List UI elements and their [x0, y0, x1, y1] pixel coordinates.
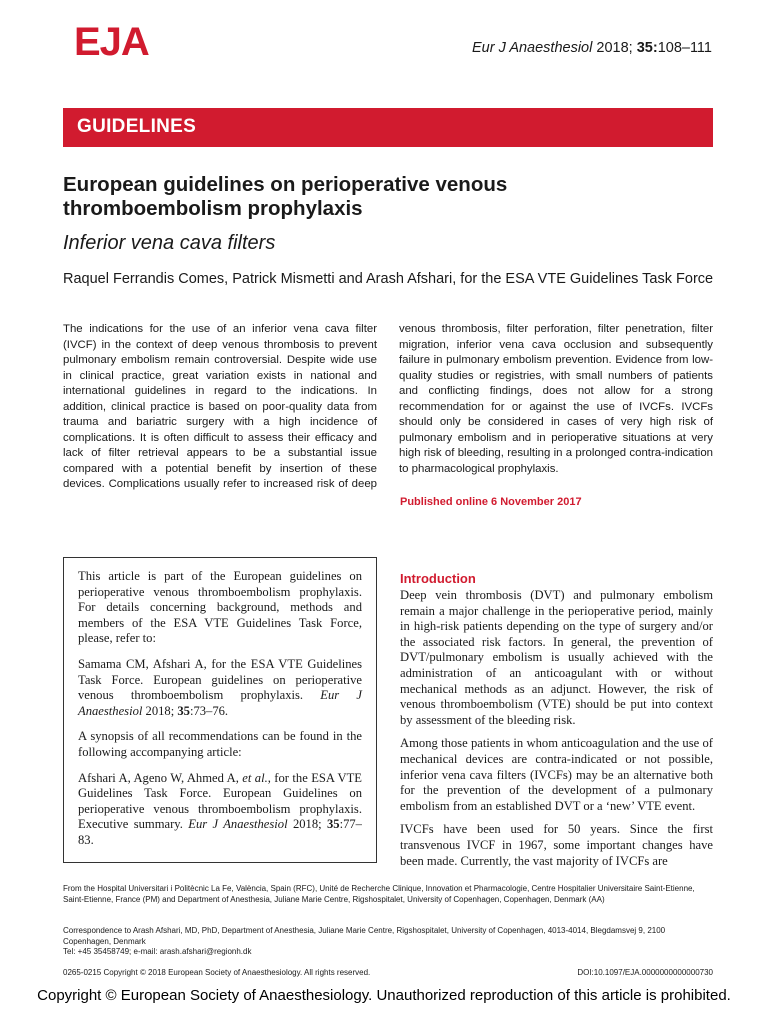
footnote-doi: DOI:10.1097/EJA.0000000000000730 [577, 968, 713, 977]
note-ref-2-journal: Eur J Anaesthesiol [188, 817, 288, 832]
journal-name: Eur J Anaesthesiol [471, 40, 593, 56]
journal-year: 2018; [596, 40, 633, 56]
journal-pages: 108–111 [657, 40, 712, 56]
introduction-body [400, 588, 713, 877]
intro-paragraph-2: Among those patients in whom anticoagulation and the use of mechanical devices are contra-indicated or not possible, inferior vena cava filters (IVCFs) may be an alternative both for the prevention of the development of a pulmonary embolism from an established DVT or a ‘new’ VTE event. [400, 736, 713, 813]
section-banner [63, 108, 713, 147]
note-ref-2-pages: :77–83. [78, 817, 362, 847]
title-line-1: European guidelines on perioperative venous [63, 173, 508, 196]
section-label: GUIDELINES [77, 116, 197, 137]
note-ref-2-text: , for the ESA VTE Guidelines Task Force. European Guidelines on perioperative venous thromboembolism prophylaxis. Executive summary. [78, 770, 362, 832]
series-note-box [63, 557, 377, 863]
note-paragraph-3: A synopsis of all recommendations can be found in the following accompanying article: [78, 729, 362, 759]
intro-paragraph-3: IVCFs have been used for 50 years. Since the first transvenous IVCF in 1967, some important changes have been made. Currently, the vast majority of IVCFs are [400, 822, 713, 868]
note-ref-1-year: 2018; [145, 703, 175, 718]
footnote-affiliation: From the Hospital Universitari i Politècnic La Fe, València, Spain (RFC), Unité de Recherche Clinique, Innovation et Pharmacologie, Centre Hospitalier Universitaire Saint-Etienne, Saint-Etienne, France (PM) and Department of Anesthesia, Juliane Marie Centre, Rigshospitalet, University of Copenhagen, Copenhagen, Denmark (AA) [63, 884, 695, 904]
footnote-copyright: 0265-0215 Copyright © 2018 European Society of Anaesthesiology. All rights reserved. [63, 968, 371, 977]
journal-logo: EJA [74, 20, 149, 64]
copyright-notice: Copyright © European Society of Anaesthesiology. Unauthorized reproduction of this article is prohibited. [37, 987, 731, 1004]
note-paragraph-1: This article is part of the European guidelines on perioperative venous thromboembolism prophylaxis. For details concerning background, methods and members of the ESA VTE Guidelines Task Force, please, refer to: [78, 569, 362, 646]
journal-volume: 35: [636, 40, 658, 56]
note-ref-2-year: 2018; [292, 817, 322, 832]
note-ref-2-authors: Afshari A, Ageno W, Ahmed A, [78, 770, 239, 785]
note-ref-1-journal: Eur J Anaesthesiol [78, 688, 362, 718]
note-ref-1-text: Samama CM, Afshari A, for the ESA VTE Guidelines Task Force. European guidelines on perioperative venous thromboembolism prophylaxis. [78, 656, 362, 703]
note-ref-2-etal: et al. [242, 770, 268, 785]
note-paragraph-4 [78, 771, 362, 849]
correspondence-contact: Tel: +45 35458749; e-mail: arash.afshari@regionh.dk [63, 947, 252, 956]
note-paragraph-2 [78, 657, 362, 719]
article-title [63, 173, 713, 221]
correspondence-address: Correspondence to Arash Afshari, MD, PhD, Department of Anesthesia, Juliane Marie Centre, Rigshospitalet, University of Copenhagen, 4013-4014, Blegdamsvej 9, 2100 Copenhagen, Denmark [63, 926, 666, 946]
note-ref-1-volume: 35 [177, 703, 190, 718]
published-date: Published online 6 November 2017 [400, 496, 582, 508]
article-subtitle: Inferior vena cava filters [63, 232, 276, 254]
journal-citation [472, 40, 712, 56]
abstract: The indications for the use of an inferior vena cava filter (IVCF) in the context of deep venous thrombosis to prevent pulmonary embolism remain controversial. Despite wide use in clinical practice, great variation exists in national and international guidelines in regard to the indications. In addition, clinical practice is based on poor-quality data from trauma and bariatric surgery with a high incidence of complications. It is often difficult to assess their efficacy and lack of filter retrieval appears to be a substantial issue compared with a potential benefit by insertion of these devices. Complications usually refer to increased risk of deep venous thrombosis, filter perforation, filter penetration, filter migration, inferior vena cava occlusion and subsequently failure in pulmonary embolism prevention. Evidence from low-quality studies or registries, with small numbers of patients and conflicting findings, does not allow for a strong recommendation for or against the use of IVCFs. IVCFs should only be considered in cases of very high risk of pulmonary embolism and in perioperative situations at very high risk of bleeding, resulting in a prolonged contra-indication to pharmacological prophylaxis. [63, 323, 713, 490]
note-ref-1-pages: :73–76. [189, 703, 229, 718]
title-line-2: thromboembolism prophylaxis [63, 197, 363, 220]
article-authors: Raquel Ferrandis Comes, Patrick Mismetti and Arash Afshari, for the ESA VTE Guidelines Task Force [63, 271, 714, 287]
footnote-correspondence [63, 926, 713, 958]
intro-paragraph-1: Deep vein thrombosis (DVT) and pulmonary embolism remain a major challenge in the perioperative period, mainly in high-risk patients depending on the type of surgery and/or the associated risk factors. In general, the prevention of DVT/pulmonary embolism is usually achieved with the administration of an anticoagulant with or without mechanical methods as an adjunct. However, the risk of venous thromboembolism (VTE) should be put into context by assessment of the bleeding risk. [400, 588, 713, 727]
introduction-heading: Introduction [400, 571, 476, 586]
note-ref-2-volume: 35 [327, 817, 340, 832]
